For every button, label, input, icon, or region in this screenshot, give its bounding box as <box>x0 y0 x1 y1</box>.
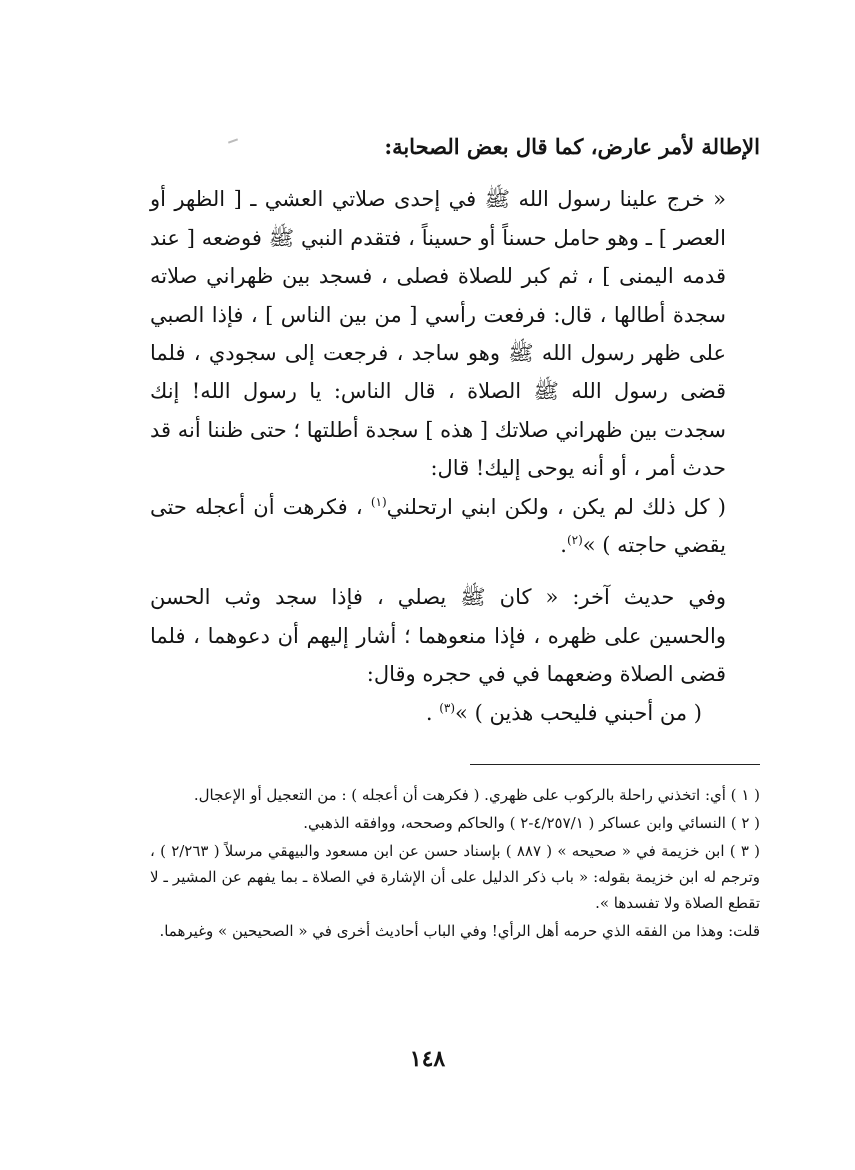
footnote-ref-1: (١) <box>370 494 387 509</box>
footnote-divider <box>470 764 760 765</box>
footnote-note: قلت: وهذا من الفقه الذي حرمه أهل الرأي! وفي الباب أحاديث أخرى في « الصحيحين » وغيرهما. <box>159 922 760 940</box>
saying-end: . <box>425 700 433 725</box>
page-number: ١٤٨ <box>409 1046 446 1072</box>
footnote-1: ( ١ ) أي: اتخذني راحلة بالركوب على ظهري. ( فكرهت أن أعجله ) : من التعجيل أو الإعجال. <box>193 786 760 804</box>
paragraph-intro: الإطالة لأمر عارض، كما قال بعض الصحابة: <box>384 134 760 159</box>
paragraph-hadith-1: « خرج علينا رسول الله ﷺ في إحدى صلاتي العشي ـ [ الظهر أو العصر ] ـ وهو حامل حسناً أو حسيناً ، فتقدم النبي ﷺ فوضعه [ عند قدمه اليمنى ] ، ثم كبر للصلاة فصلى ، فسجد بين ظهراني صلاته سجدة أطالها ، قال: فرفعت رأسي [ من بين الناس ] ، فإذا الصبي على ظهر رسول الله ﷺ وهو ساجد ، فرجعت إلى سجودي ، فلما قضى رسول الله ﷺ الصلاة ، قال الناس: يا رسول الله! إنك سجدت بين ظهراني صلاتك [ هذه ] سجدة أطلتها ؛ حتى ظننا أنه قد حدث أمر ، أو أنه يوحى إليك! قال: <box>150 187 726 481</box>
footnote-3: ( ٣ ) ابن خزيمة في « صحيحه » ( ٨٨٧ ) بإسناد حسن عن ابن مسعود والبيهقي مرسلاً ( ٢/٢٦٣ ) ، وترجم له ابن خزيمة بقوله: « باب ذكر الدليل على أن الإشارة في الصلاة ـ بما يفهم عن المشير ـ لا تقطع الصلاة ولا تفسدها ». <box>150 842 760 912</box>
main-text <box>150 128 760 732</box>
footnotes <box>150 782 760 946</box>
saying-text: ( من أحبني فليحب هذين ) » <box>455 700 702 725</box>
paragraph-final-saying <box>150 694 760 732</box>
paragraph-hadith-2: وفي حديث آخر: « كان ﷺ يصلي ، فإذا سجد وثب الحسن والحسين على ظهره ، فإذا منعوهما ؛ أشار إليهم أن دعوهما ، فلما قضى الصلاة وضعهما في في حجره وقال: <box>150 585 726 687</box>
reply-part-1: ( كل ذلك لم يكن ، ولكن ابني ارتحلني <box>386 494 726 519</box>
reply-part-2: ، فكرهت أن أعجله حتى يقضي حاجته ) » <box>150 494 726 558</box>
reply-end: . <box>560 533 567 558</box>
footnote-ref-2: (٢) <box>566 533 583 548</box>
footnote-2: ( ٢ ) النسائي وابن عساكر ( ٤/٢٥٧/١-٢ ) والحاكم وصححه، ووافقه الذهبي. <box>303 814 760 832</box>
footnote-ref-3: (٣) <box>439 700 456 715</box>
paragraph-prophet-reply <box>150 488 760 565</box>
